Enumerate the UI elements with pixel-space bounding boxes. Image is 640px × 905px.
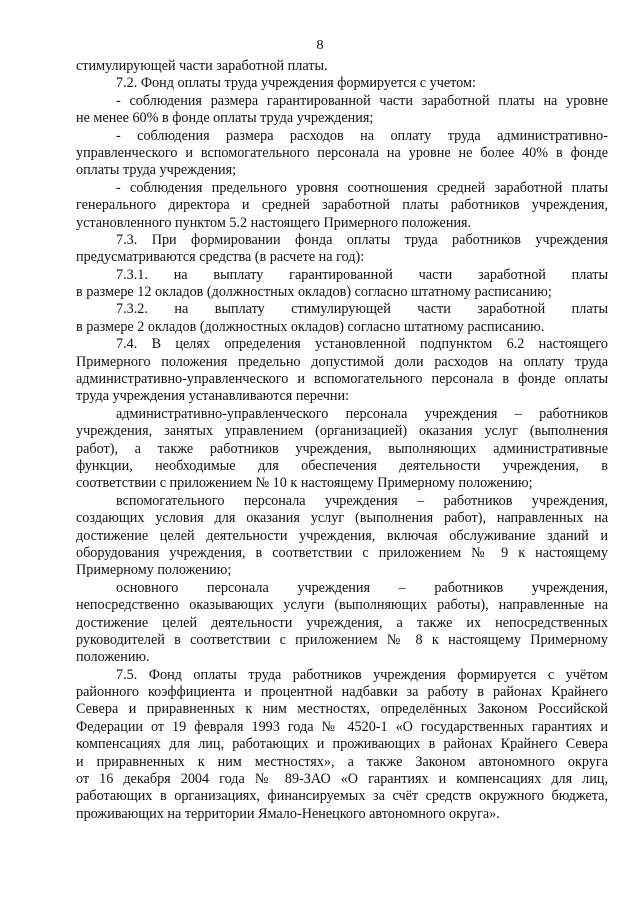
text-line: положению.	[76, 649, 150, 666]
text-line: Примерного положения предельно допустимой доли расходов на оплату труда	[76, 353, 608, 370]
text-line: предусматриваются средства (в расчете на год):	[76, 249, 365, 266]
text-line: - соблюдения размера гарантированной части заработной платы на уровне	[116, 92, 608, 109]
text-line: установленного пунктом 5.2 настоящего Примерного положения.	[76, 214, 472, 231]
paragraph	[76, 301, 608, 336]
paragraph	[76, 93, 608, 128]
text-line: соответствии с приложением № 10 к настоящему Примерному положению;	[76, 475, 533, 492]
text-line: Федерации от 19 февраля 1993 года № 4520-1 «О государственных гарантиях и	[76, 718, 608, 735]
text-line: учреждения, занятых управлением (организацией) оказания услуг (выполнения	[76, 423, 608, 440]
text-line: Примерному положению;	[76, 562, 232, 579]
text-line: достижение целей деятельности учреждения, а также их непосредственных	[76, 614, 608, 631]
paragraph	[76, 667, 608, 824]
paragraph	[76, 580, 608, 667]
text-line: в размере 2 окладов (должностных окладов) согласно штатному расписанию.	[76, 318, 545, 335]
text-line: 7.5. Фонд оплаты труда работников учреждения формируется с учётом	[116, 666, 608, 683]
text-line: - соблюдения размера расходов на оплату труда административно-	[116, 127, 608, 144]
text-line: 7.3.1. на выплату гарантированной части заработной платы	[116, 266, 608, 283]
text-line: не менее 60% в фонде оплаты труда учреждения;	[76, 110, 374, 127]
text-line: непосредственно оказывающих услуги (выполняющих работы), направленные на	[76, 597, 608, 614]
text-line: работ), а также работников учреждения, выполняющих административные	[76, 440, 608, 457]
text-line: 7.3.2. на выплату стимулирующей части заработной платы	[116, 301, 608, 318]
paragraph	[76, 406, 608, 493]
text-line: руководителей в соответствии с приложением № 8 к настоящему Примерному	[76, 631, 608, 648]
paragraph	[76, 58, 608, 75]
text-line: основного персонала учреждения – работников учреждения,	[116, 579, 608, 596]
text-line: в размере 12 окладов (должностных окладов) согласно штатному расписанию;	[76, 284, 552, 301]
paragraph	[76, 493, 608, 580]
text-line: проживающих на территории Ямало-Ненецкого автономного округа».	[76, 805, 500, 822]
document-body	[76, 58, 608, 823]
text-line: функции, необходимые для обеспечения деятельности учреждения, в	[76, 457, 608, 474]
text-line: районного коэффициента и процентной надбавки за работу в районах Крайнего	[76, 684, 608, 701]
paragraph	[76, 336, 608, 406]
text-line: и приравненных к ним местностях», а также Законом автономного округа	[76, 753, 608, 770]
text-line: оплаты труда учреждения;	[76, 162, 237, 179]
paragraph	[76, 128, 608, 180]
paragraph	[76, 267, 608, 302]
text-line: работающих в организациях, финансируемых за счёт средств окружного бюджета,	[76, 788, 608, 805]
text-line: оборудования учреждения, в соответствии с приложением № 9 к настоящему	[76, 544, 608, 561]
text-line: 7.3. При формировании фонда оплаты труда работников учреждения	[116, 231, 608, 248]
text-line: 7.4. В целях определения установленной подпунктом 6.2 настоящего	[116, 336, 608, 353]
text-line: компенсациях для лиц, работающих и проживающих в районах Крайнего Севера	[76, 736, 608, 753]
text-line: создающих условия для оказания услуг (выполнения работ), направленных на	[76, 510, 608, 527]
paragraph	[76, 75, 608, 92]
page-number: 8	[316, 38, 324, 53]
text-line: управленческого и вспомогательного персонала на уровне не более 40% в фонде	[76, 144, 608, 161]
text-line: стимулирующей части заработной платы.	[76, 58, 328, 74]
text-line: административно-управленческого и вспомогательного персонала в фонде оплаты	[76, 371, 608, 388]
text-line: административно-управленческого персонала учреждения – работников	[116, 405, 608, 422]
text-line: - соблюдения предельного уровня соотношения средней заработной платы	[116, 179, 608, 196]
text-line: труда учреждения устанавливаются перечни:	[76, 388, 350, 405]
text-line: Севера и приравненных к ним местностях, определённых Законом Российской	[76, 701, 608, 718]
text-line: генерального директора и средней заработной платы работников учреждения,	[76, 197, 608, 214]
paragraph	[76, 232, 608, 267]
text-line: от 16 декабря 2004 года № 89-ЗАО «О гарантиях и компенсациях для лиц,	[76, 771, 608, 788]
text-line: 7.2. Фонд оплаты труда учреждения формируется с учетом:	[116, 75, 476, 92]
text-line: вспомогательного персонала учреждения – работников учреждения,	[116, 492, 608, 509]
paragraph	[76, 180, 608, 232]
text-line: достижение целей деятельности учреждения, включая обслуживание зданий и	[76, 527, 608, 544]
